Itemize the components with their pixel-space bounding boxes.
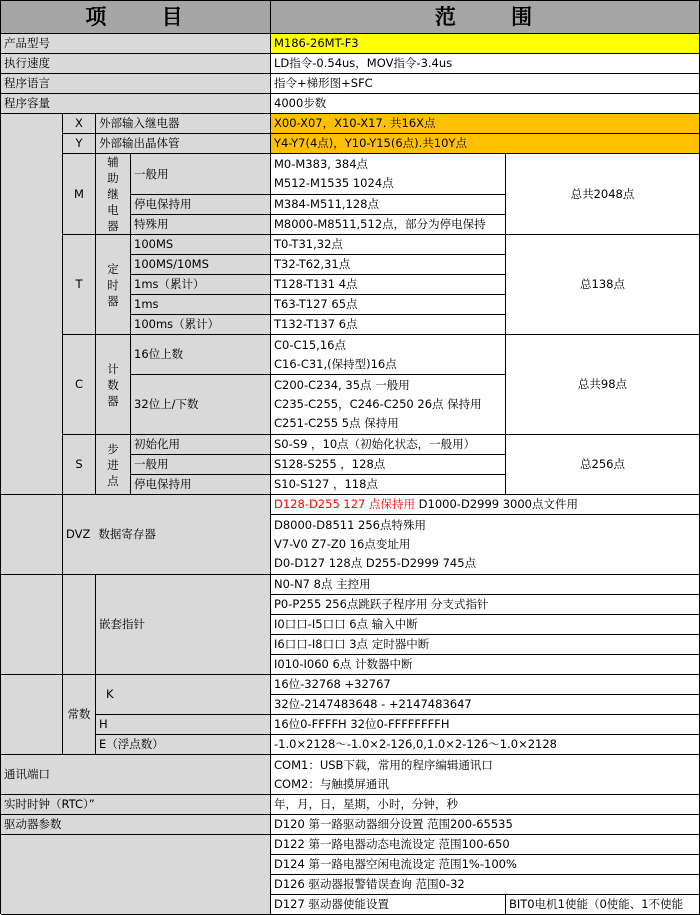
- m-latch-value: M384-M511,128点: [271, 195, 506, 215]
- rtc-label: 实时时钟（RTC）”: [1, 795, 271, 815]
- dvz-rest-text: D1000-D2999 3000点文件用: [415, 497, 579, 511]
- nest-value-1: N0-N7 8点 主控用: [271, 575, 700, 595]
- t-label-4: 1ms: [131, 295, 271, 315]
- rtc-value: 年，月，日，星期，小时，分钟，秒: [271, 795, 700, 815]
- c-up-line-2: C16-C31,(保持型)16点: [274, 357, 397, 371]
- nest-value-4: I6口口-I8口口 3点 定时器中断: [271, 635, 700, 655]
- constant-spacer: [1, 675, 63, 755]
- comm-value: [271, 755, 700, 795]
- driver-value-2: D122 第一路电器动态电流设定 范围100-650: [271, 835, 700, 855]
- s-total: 总256点: [506, 435, 700, 495]
- dvz-spacer: [1, 495, 63, 575]
- m-general-value: [271, 154, 506, 195]
- constant-k-label: K: [96, 675, 271, 715]
- io-group-spacer: [1, 114, 63, 495]
- driver-value-5: D127 驱动器使能设置: [271, 895, 506, 915]
- y-value: Y4-Y7(4点)，Y10-Y15(6点).共10Y点: [271, 134, 700, 154]
- constant-h-value: 16位0-FFFFH 32位0-FFFFFFFFH: [271, 715, 700, 735]
- c-group: 计数器: [96, 335, 131, 435]
- dvz-line-2: V7-V0 Z7-Z0 16点变址用: [274, 537, 411, 551]
- c-updown-value: [271, 375, 506, 435]
- nest-value-2: P0-P255 256点跳跃子程序用 分支式指针: [271, 595, 700, 615]
- t-code: T: [63, 235, 96, 335]
- model-label: 产品型号: [1, 34, 271, 54]
- driver-value-1: D120 第一路驱动器细分设置 范围200-65535: [271, 815, 700, 835]
- m-general-label: 一般用: [131, 154, 271, 195]
- m-general-line-1: M0-M383, 384点: [274, 157, 369, 171]
- s-label-2: 一般用: [131, 455, 271, 475]
- t-label-1: 100MS: [131, 235, 271, 255]
- nest-value-5: I010-I060 6点 计数器中断: [271, 655, 700, 675]
- nest-spacer-1: [1, 575, 63, 675]
- t-label-5: 100ms（累计）: [131, 315, 271, 335]
- c-updown-line-2: C235-C255，C246-C250 26点 保持用: [274, 397, 482, 411]
- x-label: 外部输入继电器: [96, 114, 271, 134]
- nest-value-3: I0口口-I5口口 6点 输入中断: [271, 615, 700, 635]
- driver-value-5-extra: BIT0电机1使能（0使能、1不使能: [506, 895, 700, 915]
- m-total: 总共2048点: [506, 154, 700, 235]
- c-updown-line-3: C251-C255 5点 保持用: [274, 416, 399, 430]
- c-updown-line-1: C200-C234, 35点 一般用: [274, 378, 410, 392]
- t-label-2: 100MS/10MS: [131, 255, 271, 275]
- capacity-value: 4000步数: [271, 94, 700, 114]
- language-label: 程序语言: [1, 74, 271, 94]
- m-special-value: M8000-M8511,512点，部分为停电保持: [271, 215, 506, 235]
- m-group: 辅助继电器: [96, 154, 131, 235]
- m-code: M: [63, 154, 96, 235]
- constant-e-label: E（浮点数）: [96, 735, 271, 755]
- m-general-line-2: M512-M1535 1024点: [274, 176, 394, 190]
- t-group: 定时器: [96, 235, 131, 335]
- constant-e-value: -1.0×2128～-1.0×2-126,0,1.0×2-126～1.0×2128: [271, 735, 700, 755]
- driver-value-4: D126 驱动器报警错误查询 范围0-32: [271, 875, 700, 895]
- y-label: 外部输出晶体管: [96, 134, 271, 154]
- comm-line-1: COM1：USB下载，常用的程序编辑通讯口: [274, 758, 493, 772]
- s-label-3: 停电保持用: [131, 475, 271, 495]
- c-up-label: 16位上数: [131, 335, 271, 375]
- s-code: S: [63, 435, 96, 495]
- dvz-label: [63, 495, 271, 575]
- t-total: 总138点: [506, 235, 700, 335]
- s-value-3: S10-S127 ，118点: [271, 475, 506, 495]
- language-value: 指令+梯形图+SFC: [271, 74, 700, 94]
- header-range: 范 围: [271, 1, 700, 34]
- c-up-line-1: C0-C15,16点: [274, 338, 346, 352]
- x-value: X00-X07，X10-X17. 共16X点: [271, 114, 700, 134]
- dvz-value-1: [271, 495, 700, 515]
- constant-k-value-1: 16位-32768 +32767: [271, 675, 700, 695]
- dvz-code: DVZ: [66, 527, 91, 541]
- t-label-3: 1ms（累计）: [131, 275, 271, 295]
- s-value-1: S0-S9 ，10点（初始化状态，一般用）: [271, 435, 506, 455]
- constant-k-value-2: 32位-2147483648 - +2147483647: [271, 695, 700, 715]
- comm-line-2: COM2：与触摸屏通讯: [274, 777, 389, 791]
- capacity-label: 程序容量: [1, 94, 271, 114]
- dvz-line-3: D0-D127 128点 D255-D2999 745点: [274, 556, 477, 570]
- c-total: 总共98点: [506, 335, 700, 435]
- driver-value-3: D124 第一路电器空闲电流设定 范围1%-100%: [271, 855, 700, 875]
- driver-spacer: [1, 835, 271, 915]
- speed-value: LD指令-0.54us，MOV指令-3.4us: [271, 54, 700, 74]
- nest-spacer-2: [63, 575, 96, 675]
- driver-label: 驱动器参数: [1, 815, 271, 835]
- dvz-name: 数据寄存器: [98, 527, 156, 541]
- constant-label: 常数: [63, 675, 96, 755]
- c-code: C: [63, 335, 96, 435]
- s-label-1: 初始化用: [131, 435, 271, 455]
- nest-label: 嵌套指针: [96, 575, 271, 675]
- s-group: 步进点: [96, 435, 131, 495]
- t-value-2: T32-T62,31点: [271, 255, 506, 275]
- dvz-red-text: D128-D255 127 点保持用: [274, 497, 416, 511]
- s-value-2: S128-S255 ，128点: [271, 455, 506, 475]
- model-value: M186-26MT-F3: [271, 34, 700, 54]
- x-code: X: [63, 114, 96, 134]
- constant-h-label: H: [96, 715, 271, 735]
- t-value-1: T0-T31,32点: [271, 235, 506, 255]
- c-updown-label: 32位上/下数: [131, 375, 271, 435]
- m-latch-label: 停电保持用: [131, 195, 271, 215]
- header-item: 项 目: [1, 1, 271, 34]
- speed-label: 执行速度: [1, 54, 271, 74]
- dvz-value-2: [271, 515, 700, 575]
- t-value-4: T63-T127 65点: [271, 295, 506, 315]
- dvz-line-1: D8000-D8511 256点特殊用: [274, 518, 426, 532]
- m-special-label: 特殊用: [131, 215, 271, 235]
- t-value-3: T128-T131 4点: [271, 275, 506, 295]
- y-code: Y: [63, 134, 96, 154]
- c-up-value: [271, 335, 506, 375]
- t-value-5: T132-T137 6点: [271, 315, 506, 335]
- comm-label: 通讯端口: [1, 755, 271, 795]
